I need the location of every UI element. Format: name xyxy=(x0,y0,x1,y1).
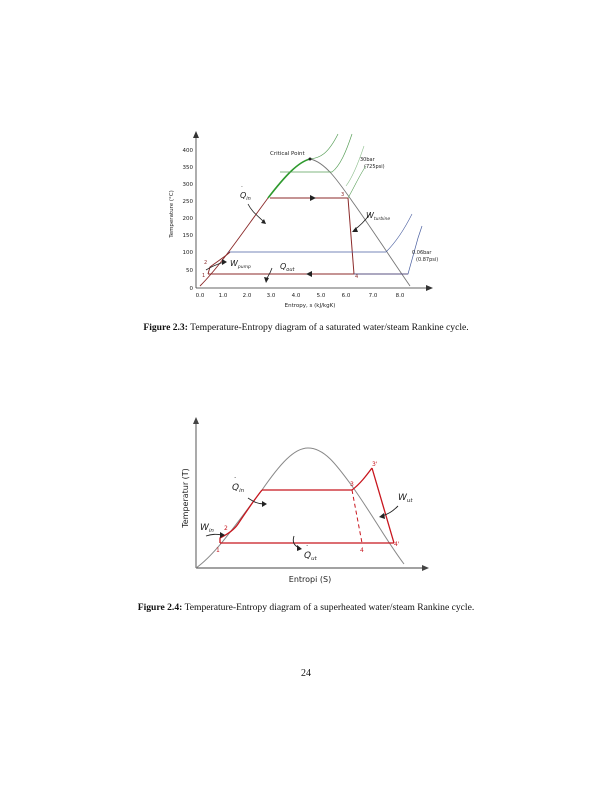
state-3-label: 3 xyxy=(350,481,354,488)
pressure-low-label-psi: (0.87psi) xyxy=(416,257,439,263)
xtick-label: 5.0 xyxy=(316,293,326,299)
q-in-label: $Q_{in}$ xyxy=(240,191,251,202)
ytick-label: 300 xyxy=(182,182,193,188)
ytick-label: 50 xyxy=(186,268,193,274)
critical-point-label: Critical Point xyxy=(270,151,305,157)
w-pump-arrowhead xyxy=(222,259,227,265)
xtick-label: 1.0 xyxy=(218,293,228,299)
q-out-arrowhead xyxy=(264,277,269,283)
turbine-expansion-superheated xyxy=(372,468,394,543)
y-axis-arrow xyxy=(193,131,199,138)
x-axis-arrow xyxy=(426,285,433,291)
pressure-low-label: 0.06bar xyxy=(412,250,432,256)
x-axis-label: Entropi (S) xyxy=(288,575,332,584)
q-in-arrowhead xyxy=(262,501,267,507)
state-3p-label: 3' xyxy=(372,461,378,468)
y-axis-arrow xyxy=(193,417,199,424)
q-out-arrow xyxy=(293,536,300,548)
isobar-green-1 xyxy=(310,134,338,159)
figure-2-3-caption xyxy=(60,322,552,334)
critical-point-marker xyxy=(309,158,312,161)
high-pressure-superheat xyxy=(348,166,366,198)
ytick-label: 350 xyxy=(182,165,193,171)
pump-and-heating xyxy=(220,490,262,543)
xtick-label: 2.0 xyxy=(242,293,252,299)
state-4-label: 4 xyxy=(355,274,359,280)
ytick-label: 200 xyxy=(182,216,193,222)
y-axis-label: Temperatur (T) xyxy=(181,468,190,528)
isobar-green-3 xyxy=(346,146,364,186)
turbine-expansion xyxy=(348,198,354,274)
caption-text: Temperature-Entropy diagram of a saturated water/steam Rankine cycle. xyxy=(190,322,469,333)
pump-compression xyxy=(208,252,230,274)
state-2-label: 2 xyxy=(224,525,228,532)
q-in-label: $Q_{in}$ xyxy=(232,483,245,494)
xtick-label: 8.0 xyxy=(395,293,405,299)
figure-2-4-ts-diagram xyxy=(176,414,436,586)
caption-text: Temperature-Entropy diagram of a superheated water/steam Rankine cycle. xyxy=(184,602,475,613)
w-in-label: $W_{in}$ xyxy=(200,523,214,534)
q-out-arrowhead xyxy=(297,545,302,551)
y-axis-label: Temperature (°C) xyxy=(169,190,175,238)
w-in-arrow xyxy=(206,534,222,536)
x-axis-label: Entropy, s (kJ/kgK) xyxy=(284,303,336,309)
figure-2-4-caption xyxy=(60,602,552,614)
xtick-label: 7.0 xyxy=(368,293,378,299)
w-pump-label: $W_{pump}$ xyxy=(230,259,251,270)
ytick-label: 250 xyxy=(182,199,193,205)
w-ut-label: $W_{ut}$ xyxy=(398,493,413,504)
q-out-label: $Q_{ut}$ xyxy=(304,551,317,562)
w-turbine-label: $W_{turbine}$ xyxy=(366,211,391,222)
ytick-label: 400 xyxy=(182,148,193,154)
arrow-heat-out xyxy=(306,271,312,277)
xtick-label: 3.0 xyxy=(266,293,276,299)
xtick-label: 0.0 xyxy=(195,293,205,299)
ytick-label: 100 xyxy=(182,250,193,256)
superheat-line xyxy=(352,468,372,490)
saturation-dome-green xyxy=(268,159,310,198)
caption-label: Figure 2.3: xyxy=(143,322,188,333)
xtick-label: 4.0 xyxy=(291,293,301,299)
state-2-label: 2 xyxy=(204,260,208,266)
q-in-dot: · xyxy=(234,474,237,482)
q-out-dot: · xyxy=(306,542,309,550)
w-ut-arrowhead xyxy=(379,513,385,519)
page-number: 24 xyxy=(301,668,311,679)
state-4-label: 4 xyxy=(360,547,364,554)
q-out-label: $Q_{out}$ xyxy=(280,262,295,273)
saturation-dome-right xyxy=(310,159,410,286)
x-axis-arrow xyxy=(422,565,429,571)
state-4p-label: 4' xyxy=(394,541,400,548)
pressure-high-label: 30bar xyxy=(360,157,375,163)
ytick-label: 150 xyxy=(182,233,193,239)
state-3-label: 3 xyxy=(341,192,345,198)
figure-2-3-ts-diagram xyxy=(160,126,460,318)
ytick-label: 0 xyxy=(189,286,193,292)
state-1-label: 1 xyxy=(202,273,206,279)
arrow-heat-in xyxy=(310,195,316,201)
q-in-dot: · xyxy=(241,184,243,191)
xtick-label: 6.0 xyxy=(341,293,351,299)
caption-label: Figure 2.4: xyxy=(137,602,183,613)
pressure-high-label-psi: (725psi) xyxy=(364,164,385,170)
state-1-label: 1 xyxy=(216,547,220,554)
